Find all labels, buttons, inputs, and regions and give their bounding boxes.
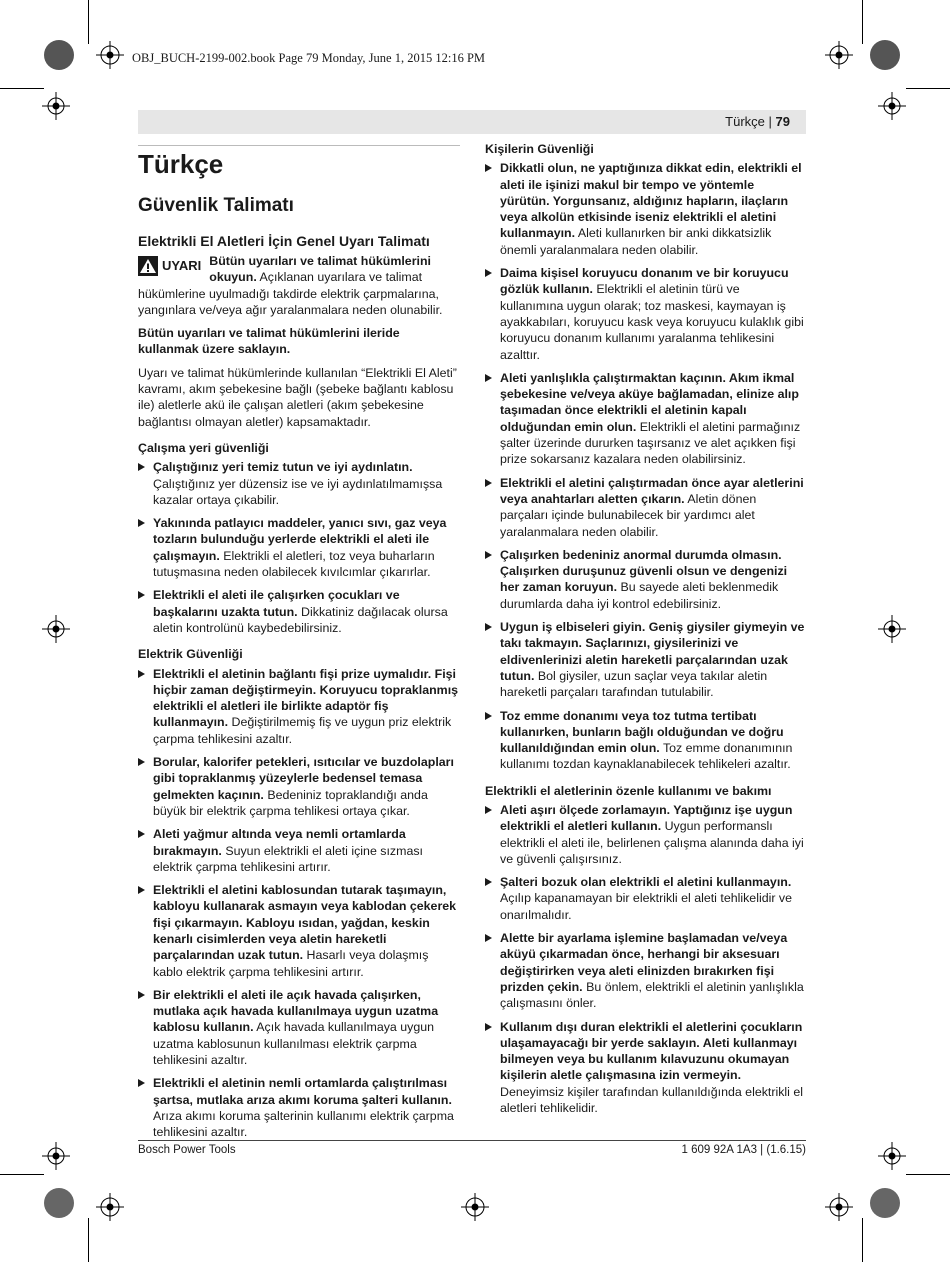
bullet-triangle-icon [485,623,492,631]
safety-item-bold: Elektrikli el aletinin nemli ortamlarda çalıştırılması şartsa, mutlaka arıza akımı koruma şalteri kullanın. [153,1076,452,1107]
safety-item-bold: Elektrikli el aletini çalıştırmadan önce ayar aletlerini veya anahtarları aletten çıkarın. [500,475,804,506]
safety-item [138,882,460,980]
registration-target-icon [42,1142,70,1170]
safety-item-bold: Elektrikli el aletinin bağlantı fişi prize uymalıdır. Fişi hiçbir zaman değiştirmeyin. Koruyucu topraklanmış elektrikli el aletleri ile birlikte adaptör fiş kullanmayın. [153,666,459,730]
bullet-triangle-icon [138,886,145,894]
safety-item [485,370,806,468]
safety-item-text: Elektrikli el aletleri, toz veya buharların tutuşmasına neden olabilecek kıvılcımlar çıkarırlar. [153,548,435,580]
bullet-triangle-icon [138,830,145,838]
section-heading: Kişilerin Güvenliği [485,142,594,156]
general-warnings-heading: Elektrikli El Aletleri İçin Genel Uyarı Talimatı [138,233,430,249]
footer-rule [138,1140,806,1141]
safety-item-text: Açılıp kapanamayan bir elektrikli el aleti tehlikelidir ve onarılmalıdır. [500,891,793,922]
definition-paragraph: Uyarı ve talimat hükümlerinde kullanılan “Elektrikli El Aleti” kavramı, akım şebekesine bağlı (şebeke bağlantı kablosu ile) aletlerle akü ile çalışan aletleri (akım şebekesine bağlantısı olmayan aletler) kapsamaktadır. [138,365,457,429]
page-title: Türkçe [138,149,224,179]
safety-item-text: Değiştirilmemiş fiş ve uygun priz elektrik çarpma tehlikesini azaltır. [153,715,452,746]
bullet-triangle-icon [138,1079,145,1087]
bullet-triangle-icon [485,1023,492,1031]
warning-badge [138,255,201,277]
safety-item-text: Bu sayede aleti beklenmedik durumlarda daha iyi kontrol edebilirsiniz. [500,580,779,611]
safety-item-bold: Dikkatli olun, ne yaptığınıza dikkat edin, elektrikli el aleti ile işinizi makul bir tempo ve yöntemle yürütün. Yorgunsanız, aldığınız hapların, ilaçların veya alkolün etkisinde iseniz elektrikli el aletini kullanmayın. [500,161,802,241]
safety-item-text: Çalıştığınız yer düzensiz ise ve iyi aydınlatılmamışsa kazalar ortaya çıkabilir. [153,476,443,507]
safety-item-text: Toz emme donanımının kullanımı tozdan kaynaklanabilecek tehlikeleri azaltır. [500,741,793,772]
registration-target-icon [878,615,906,643]
bullet-triangle-icon [485,551,492,559]
warning-text: Açıklanan uyarılara ve talimat hükümlerine uyulmadığı takdirde elektrik çarpmalarına, yangınlara ve/veya ağır yaralanmalara neden olunabilir. [138,270,443,317]
registration-target-icon [42,92,70,120]
safety-item [138,826,460,875]
page-header [725,114,790,129]
right-column [485,141,806,1123]
safety-item-text: Açık havada kullanılmaya uygun uzatma kablosunun kullanılması elektrik çarpma tehlikesini azaltır. [153,1020,435,1068]
bullet-triangle-icon [138,991,145,999]
bullet-triangle-icon [138,591,145,599]
safety-item-text: Bu önlem, elektrikli el aletinin yanlışlıkla çalışmasını önler. [500,979,804,1011]
page-header-bar [138,110,806,134]
safety-item-text: Bedeniniz topraklandığı anda büyük bir elektrik çarpma tehlikesi ortaya çıkar. [153,787,428,818]
color-bar-disc-icon [44,1188,74,1218]
registration-target-icon [96,1193,124,1221]
color-bar-disc-icon [870,40,900,70]
safety-item-bold: Çalışırken bedeniniz anormal durumda olmasın. Çalışırken duruşunuz güvenli olsun ve dengenizi her zaman koruyun. [500,547,788,595]
warning-bold-text: Bütün uyarıları ve talimat hükümlerini okuyun. [209,254,431,285]
safety-item-bold: Aleti yağmur altında veya nemli ortamlarda bırakmayın. [153,827,406,858]
registration-target-icon [96,41,124,69]
registration-target-icon [878,1142,906,1170]
safety-item-text: Hasarlı veya dolaşmış kablo elektrik çarpma tehlikesini artırır. [153,948,429,979]
warning-triangle-icon [138,256,158,276]
safety-item-bold: Aleti aşırı ölçede zorlamayın. Yaptığınız işe uygun elektrikli el aletleri kullanın. [500,802,793,834]
safety-item [138,515,460,580]
section-heading: Çalışma yeri güvenliği [138,440,269,455]
bullet-triangle-icon [485,164,492,172]
registration-target-icon [461,1193,489,1221]
safety-item [485,802,806,867]
safety-item-text: Uygun performanslı elektrikli el aleti ile, belirlenen çalışma alanında daha iyi ve güvenli çalışırsınız. [500,819,804,866]
keep-instructions-note: Bütün uyarıları ve talimat hükümlerini ileride kullanmak üzere saklayın. [138,326,400,357]
safety-item-text: Aleti kullanırken bir anki dikkatsizlik önemli yaralanmalara neden olabilir. [500,226,772,257]
safety-item-text: Bol giysiler, uzun saçlar veya takılar aletin hareketli parçaları tarafından tutulabilir. [500,668,768,700]
safety-item [485,475,806,540]
safety-item [485,874,806,923]
safety-item-text: Dikkatiniz dağılacak olursa aletin kontrolünü kaybedebilirsiniz. [153,604,448,635]
print-header: OBJ_BUCH-2199-002.book Page 79 Monday, June 1, 2015 12:16 PM [132,51,486,65]
safety-item [138,987,460,1068]
safety-item-bold: Toz emme donanımı veya toz tutma tertibatı kullanırken, bunların bağlı olduğundan ve doğru kullanıldığından emin olun. [500,708,784,756]
safety-item-text: Suyun elektrikli el aleti içine sızması elektrik çarpma tehlikesini artırır. [153,843,423,874]
safety-item-bold: Şalteri bozuk olan elektrikli el aletini kullanmayın. [500,875,792,890]
safety-item-bold: Elektrikli el aletini kablosundan tutarak taşımayın, kabloyu kullanarak asmayın veya kablodan çekerek fişi çıkarmayın. Kabloyu ısıdan, yağdan, keskin kenarlı cisimlerden veya aletin hareketli parçalarından uzak tutun. [153,883,457,963]
starburst-icon [870,1188,900,1218]
safety-item-bold: Bir elektrikli el aleti ile açık havada çalışırken, mutlaka açık havada kullanılmaya uygun uzatma kablosu kullanın. [153,987,439,1035]
section-heading: Elektrikli el aletlerinin özenle kullanımı ve bakımı [485,783,772,798]
bullet-triangle-icon [485,269,492,277]
safety-item-text: Arıza akımı koruma şalterinin kullanımı elektrik çarpma tehlikesini azaltır. [153,1108,454,1140]
safety-item [485,160,806,258]
bullet-triangle-icon [138,463,145,471]
safety-item [485,619,806,700]
header-language: Türkçe [725,114,765,129]
safety-item-text: Elektrikli el aletini parmağınız şalter üzerinde dururken taşırsanız ve alet açıkken fişi prize sokarsanız kazalara neden olabilirsiniz. [500,419,801,467]
header-separator: | [768,114,772,129]
safety-item-text: Deneyimsiz kişiler tarafından kullanıldığında elektrikli el aletleri tehlikelidir. [500,1084,804,1116]
bullet-triangle-icon [138,519,145,527]
footer-doc-number: 1 609 92A 1A3 | (1.6.15) [681,1144,806,1156]
bullet-triangle-icon [138,670,145,678]
bullet-triangle-icon [485,374,492,382]
color-bar-disc-icon [44,40,74,70]
warning-block [138,253,460,318]
registration-target-icon [825,1193,853,1221]
left-sections [138,440,460,1141]
safety-item [485,1019,806,1117]
footer-brand: Bosch Power Tools [138,1144,236,1156]
safety-item [485,265,806,363]
safety-item [138,754,460,819]
safety-item-bold: Aleti yanlışlıkla çalıştırmaktan kaçının. Akım ikmal şebekesine ve/veya aküye bağlamadan, elinize alıp taşımadan önce elektrikli el aletinin kapalı olduğundan emin olun. [500,370,799,434]
safety-item-bold: Borular, kalorifer petekleri, ısıtıcılar ve buzdolapları gibi topraklanmış yüzeylerle bedensel temasa gelmekten kaçının. [153,755,454,802]
bullet-triangle-icon [485,479,492,487]
left-column [138,148,460,1148]
section-title: Güvenlik Talimatı [138,195,294,216]
registration-target-icon [42,615,70,643]
safety-item-bold: Uygun iş elbiseleri giyin. Geniş giysiler giymeyin ve takı takmayın. Saçlarınızı, giysilerinizi ve eldivenlerinizi aletin hareketli parçalarından uzak tutun. [500,620,805,683]
registration-target-icon [825,41,853,69]
safety-item-bold: Daima kişisel koruyucu donanım ve bir koruyucu gözlük kullanın. [500,266,789,297]
safety-item-bold: Alette bir ayarlama işlemine başlamadan ve/veya aküyü çıkarmadan önce, herhangi bir aksesuarı değiştirirken veya aleti elinizden bırakırken fişi prizden çekin. [500,931,788,994]
bullet-triangle-icon [138,758,145,766]
bullet-triangle-icon [485,806,492,814]
safety-item [485,930,806,1011]
bullet-triangle-icon [485,878,492,886]
safety-item-text: Elektrikli el aletinin türü ve kullanımına uygun olarak; toz maskesi, kaymayan iş ayakkabıları, koruyucu kask veya koruyucu kulaklık gibi koruyucu donanım kullanımı yaralanma tehlikesini azalttır. [500,282,804,362]
safety-item-bold: Elektrikli el aleti ile çalışırken çocukları ve başkalarını uzakta tutun. [153,588,400,619]
safety-item [138,666,460,747]
registration-target-icon [878,92,906,120]
safety-item [485,547,806,612]
page-number: 79 [775,114,790,129]
safety-item-bold: Çalıştığınız yeri temiz tutun ve iyi aydınlatın. [153,460,413,475]
bullet-triangle-icon [485,712,492,720]
safety-item [485,708,806,773]
safety-item-bold: Kullanım dışı duran elektrikli el aletlerini çocukların ulaşamayacağı bir yerde saklayın. Aleti kullanmayı bilmeyen veya bu kullanım kılavuzunu okumayan kişilerin aletle çalışmasına izin vermeyin. [500,1019,803,1083]
title-rule [138,145,460,146]
safety-item [138,1075,460,1140]
safety-item-text: Aletin dönen parçaları içinde bulunabilecek bir yardımcı alet yaralanmalara neden olabilir. [500,491,757,539]
safety-item [138,587,460,636]
section-heading: Elektrik Güvenliği [138,647,243,662]
bullet-triangle-icon [485,934,492,942]
safety-item [138,459,460,508]
safety-item-bold: Yakınında patlayıcı maddeler, yanıcı sıvı, gaz veya tozların bulunduğu yerlerde elektrikli el aleti ile çalışmayın. [153,516,447,563]
warning-label: UYARI [162,257,202,273]
right-sections [485,141,806,1116]
